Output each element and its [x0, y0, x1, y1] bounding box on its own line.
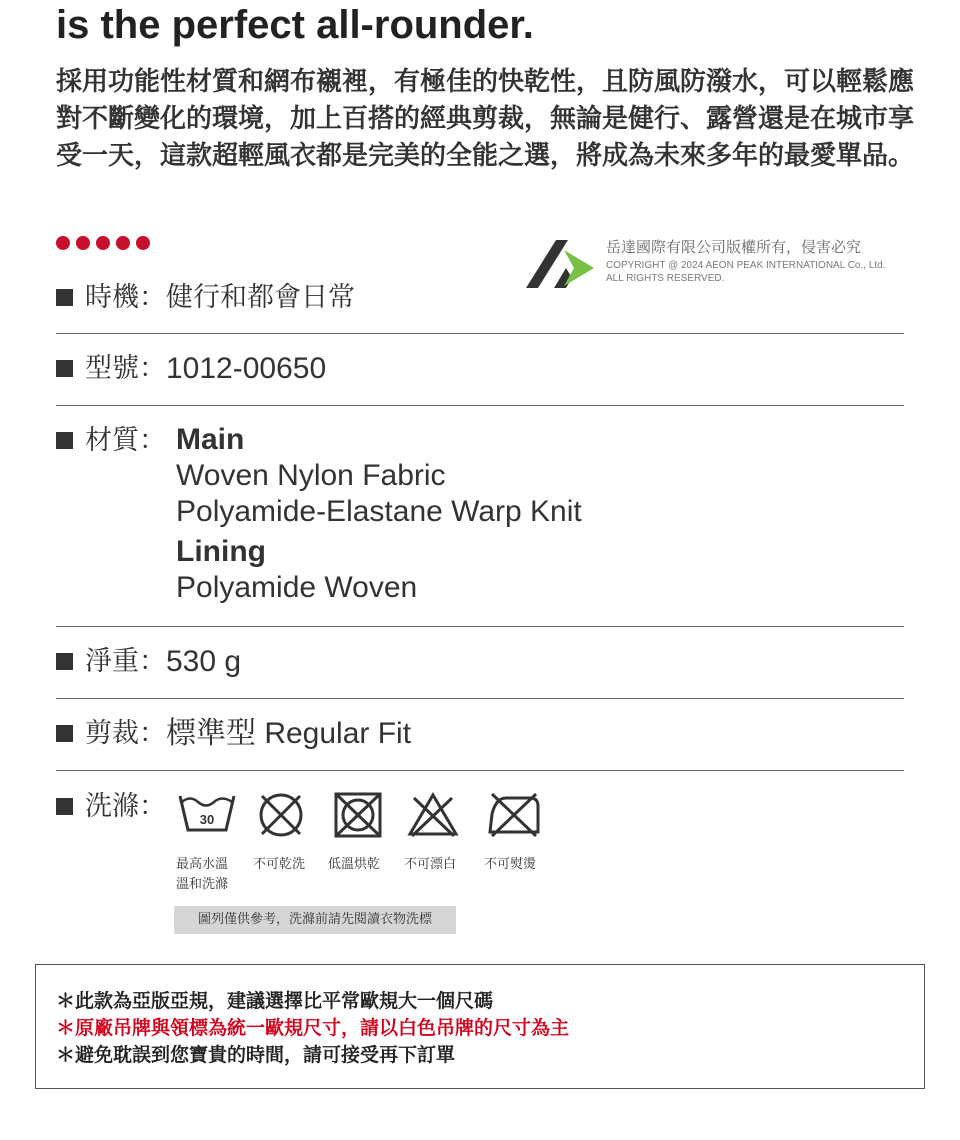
wash-temp: 30 [199, 812, 215, 827]
aeon-peak-logo-icon [524, 238, 596, 290]
material-lining-heading: Lining [176, 535, 266, 568]
wash-30-icon [176, 790, 238, 836]
spec-label: 型號： [85, 353, 166, 384]
spec-label: 剪裁： [85, 718, 166, 749]
material-item: Woven Nylon Fabric [176, 459, 446, 492]
bullet-square [56, 653, 73, 670]
spec-value: 530 g [166, 645, 242, 678]
copyright-cn: 岳達國際有限公司版權所有，侵害必究 [606, 238, 862, 256]
spec-occasion [56, 279, 355, 317]
notice-box [35, 964, 925, 1089]
no-iron-icon [486, 790, 542, 840]
spec-label: 時機： [85, 282, 166, 313]
care-label: 不可乾洗 [253, 857, 306, 872]
spec-model [56, 350, 326, 388]
divider [56, 770, 904, 771]
notice-line: ＊避免耽誤到您寶貴的時間，請可接受再下訂單 [56, 1044, 456, 1066]
spec-label: 洗滌： [85, 791, 166, 822]
rating-dot [56, 236, 70, 250]
material-item: Polyamide Woven [176, 571, 418, 604]
spec-weight [56, 643, 241, 681]
divider [56, 626, 904, 627]
spec-value: 1012-00650 [166, 352, 327, 385]
bullet-square [56, 289, 73, 306]
bullet-square [56, 798, 73, 815]
divider [56, 405, 904, 406]
spec-care [56, 788, 166, 826]
care-note: 圖列僅供參考，洗滌前請先閱讀衣物洗標 [174, 906, 456, 934]
copyright-en-rights: ALL RIGHTS RESERVED. [606, 273, 725, 284]
tumble-dry-low-icon [332, 790, 384, 840]
rating-dots [56, 236, 150, 250]
spec-fit [56, 715, 411, 753]
copyright-block [524, 236, 914, 292]
spec-label: 淨重： [85, 646, 166, 677]
notice-line: ＊此款為亞版亞規，建議選擇比平常歐規大一個尺碼 [56, 990, 494, 1012]
spec-value: 標準型 Regular Fit [166, 717, 412, 750]
care-label: 低溫烘乾 [328, 857, 381, 872]
care-label: 不可漂白 [404, 857, 457, 872]
material-main-heading: Main [176, 423, 245, 456]
copyright-en: COPYRIGHT @ 2024 AEON PEAK INTERNATIONAL Co., Ltd. [606, 260, 886, 271]
care-label: 溫和洗滌 [176, 877, 229, 892]
spec-value: 健行和都會日常 [166, 282, 355, 313]
spec-material [56, 422, 166, 460]
rating-dot [76, 236, 90, 250]
divider [56, 698, 904, 699]
headline: is the perfect all-rounder. [56, 3, 534, 47]
bullet-square [56, 360, 73, 377]
bullet-square [56, 432, 73, 449]
rating-dot [116, 236, 130, 250]
notice-line-highlight: ＊原廠吊牌與領標為統一歐規尺寸，請以白色吊牌的尺寸為主 [56, 1017, 570, 1039]
intro-paragraph: 採用功能性材質和網布襯裡，有極佳的快乾性，且防風防潑水，可以輕鬆應對不斷變化的環境，加上百搭的經典剪裁，無論是健行、露營還是在城市享受一天，這款超輕風衣都是完美的全能之選，將成為未來多年的最愛單品。 [56, 67, 915, 171]
bullet-square [56, 725, 73, 742]
care-label: 不可熨燙 [484, 857, 537, 872]
divider [56, 333, 904, 334]
rating-dot [136, 236, 150, 250]
spec-label: 材質： [85, 425, 166, 456]
care-label: 最高水溫 [176, 857, 229, 872]
no-bleach-icon [406, 790, 460, 840]
no-dry-clean-icon [256, 790, 306, 840]
rating-dot [96, 236, 110, 250]
material-item: Polyamide-Elastane Warp Knit [176, 495, 582, 528]
